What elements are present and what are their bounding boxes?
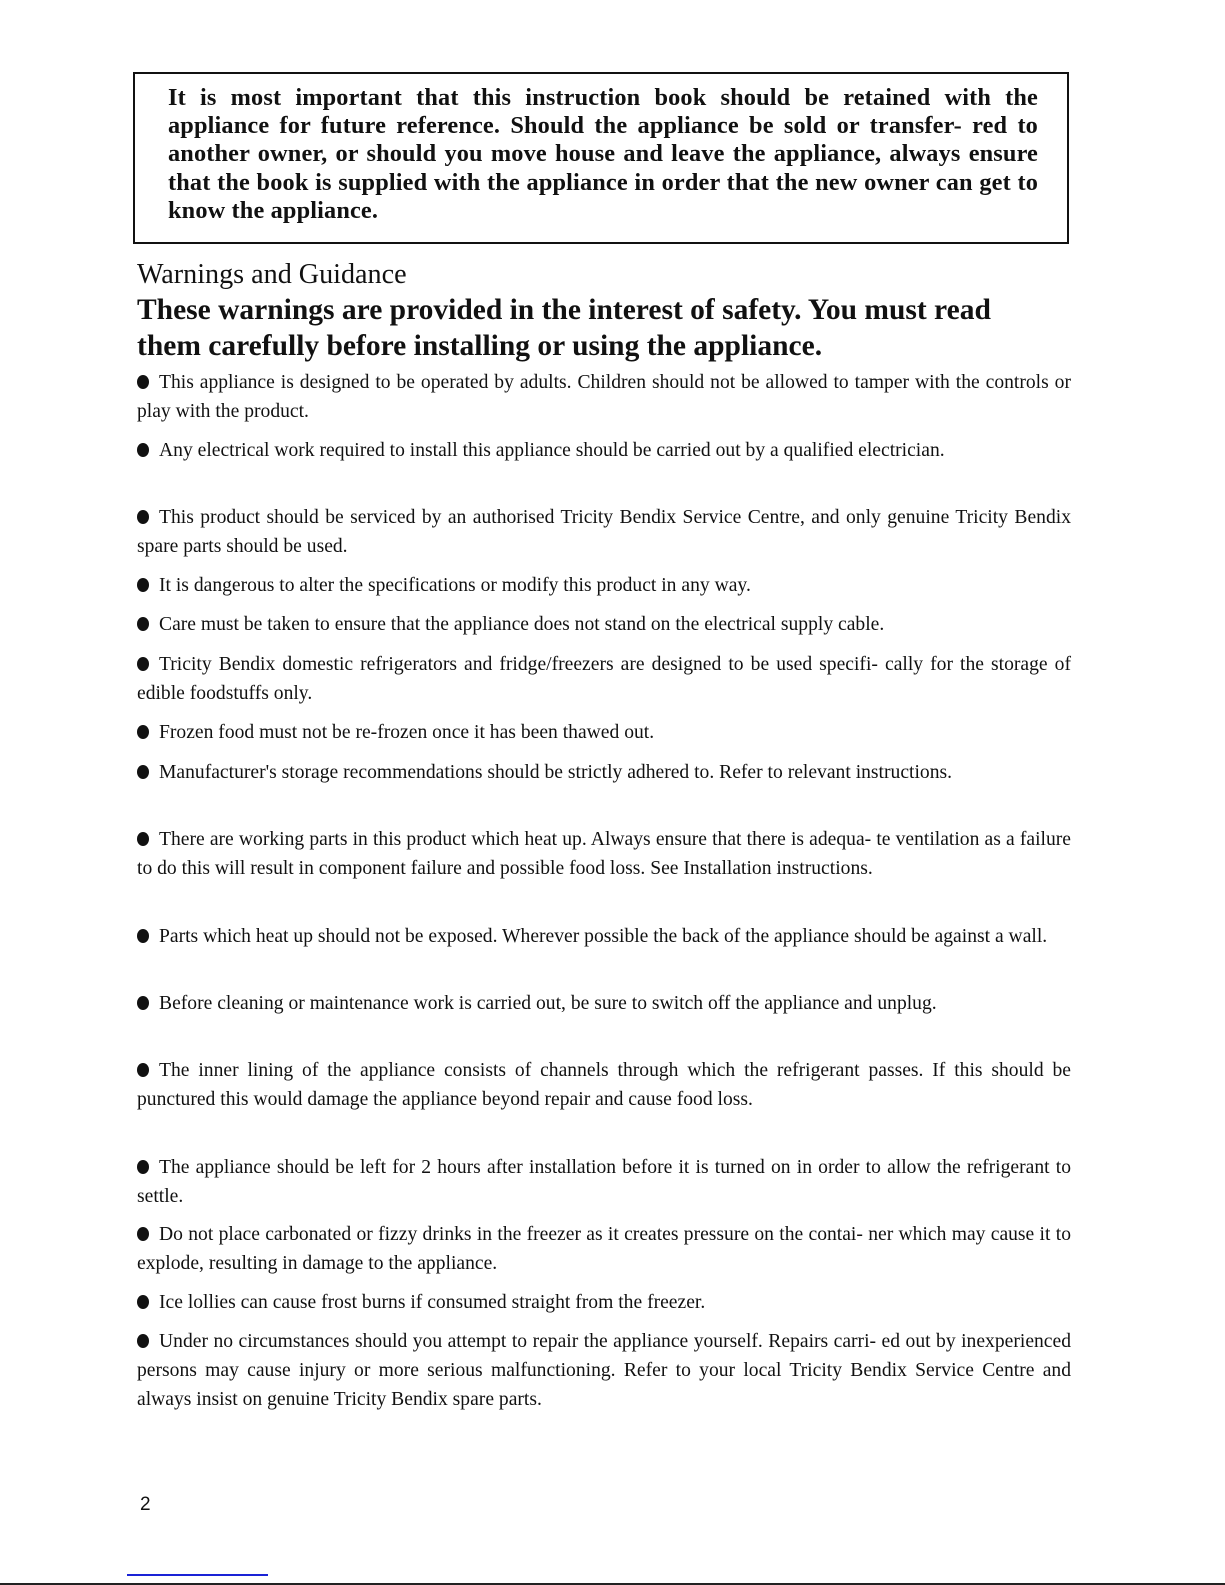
warning-item: Before cleaning or maintenance work is carried out, be sure to switch off the appliance and unplug.	[137, 989, 1071, 1018]
bullet-icon	[137, 765, 149, 779]
warning-item: There are working parts in this product which heat up. Always ensure that there is adequa- te ventilation as a failure to do this will result in component failure and possible food loss. See Installation instructions.	[137, 829, 1071, 879]
warning-item: This appliance is designed to be operated by adults. Children should not be allowed to tamper with the controls or play with the product.	[137, 372, 1071, 422]
bullet-icon	[137, 929, 149, 943]
bullet-icon	[137, 443, 149, 457]
bullet-icon	[137, 1295, 149, 1309]
bullet-icon	[137, 1227, 149, 1241]
section-title: Warnings and Guidance	[137, 258, 407, 290]
bullet-icon	[137, 578, 149, 592]
warning-item: The inner lining of the appliance consists of channels through which the refrigerant passes. If this should be punctured this would damage the appliance beyond repair and cause food loss.	[137, 1060, 1071, 1110]
warning-item: This product should be serviced by an authorised Tricity Bendix Service Centre, and only genuine Tricity Bendix spare parts should be used.	[137, 507, 1071, 557]
warning-item: The appliance should be left for 2 hours after installation before it is turned on in order to allow the refrigerant to settle.	[137, 1157, 1071, 1207]
bullet-icon	[137, 1063, 149, 1077]
bullet-icon	[137, 510, 149, 524]
warning-item: Do not place carbonated or fizzy drinks in the freezer as it creates pressure on the contai- ner which may cause it to explode, resulting in damage to the appliance.	[137, 1224, 1071, 1274]
warning-item: Care must be taken to ensure that the appliance does not stand on the electrical supply cable.	[137, 610, 1071, 639]
bullet-icon	[137, 1160, 149, 1174]
page-number: 2	[140, 1494, 151, 1515]
bullet-icon	[137, 996, 149, 1010]
warning-item: Tricity Bendix domestic refrigerators and fridge/freezers are designed to be used specifi- cally for the storage of edible foodstuffs only.	[137, 654, 1071, 704]
notice-text: It is most important that this instruction book should be retained with the appliance for future reference. Should the appliance be sold or transfer- red to another owner, or should you move house and leave the appliance, always ensure that the book is supplied with the appliance in order that the new owner can get to know the appliance.	[168, 84, 1038, 224]
bullet-icon	[137, 725, 149, 739]
bullet-icon	[137, 617, 149, 631]
footer-link-rule	[127, 1574, 268, 1576]
warning-item: It is dangerous to alter the specifications or modify this product in any way.	[137, 571, 1071, 600]
bullet-icon	[137, 657, 149, 671]
bullet-icon	[137, 375, 149, 389]
bullet-icon	[137, 1334, 149, 1348]
warning-item: Manufacturer's storage recommendations should be strictly adhered to. Refer to relevant instructions.	[137, 758, 1071, 787]
warning-item: Under no circumstances should you attempt to repair the appliance yourself. Repairs carri- ed out by inexperienced persons may cause injury or more serious malfunctioning. Refer to your local Tricity Bendix Service Centre and always insist on genuine Tricity Bendix spare parts.	[137, 1331, 1071, 1410]
warning-item: Ice lollies can cause frost burns if consumed straight from the freezer.	[137, 1288, 1071, 1317]
warning-item: Frozen food must not be re-frozen once it has been thawed out.	[137, 718, 1071, 747]
warning-item: Parts which heat up should not be exposed. Wherever possible the back of the appliance should be against a wall.	[137, 922, 1071, 951]
warning-item: Any electrical work required to install this appliance should be carried out by a qualified electrician.	[137, 436, 1071, 465]
bullet-icon	[137, 832, 149, 846]
section-subtitle: These warnings are provided in the interest of safety. You must read them carefully before installing or using the appliance.	[137, 294, 991, 362]
